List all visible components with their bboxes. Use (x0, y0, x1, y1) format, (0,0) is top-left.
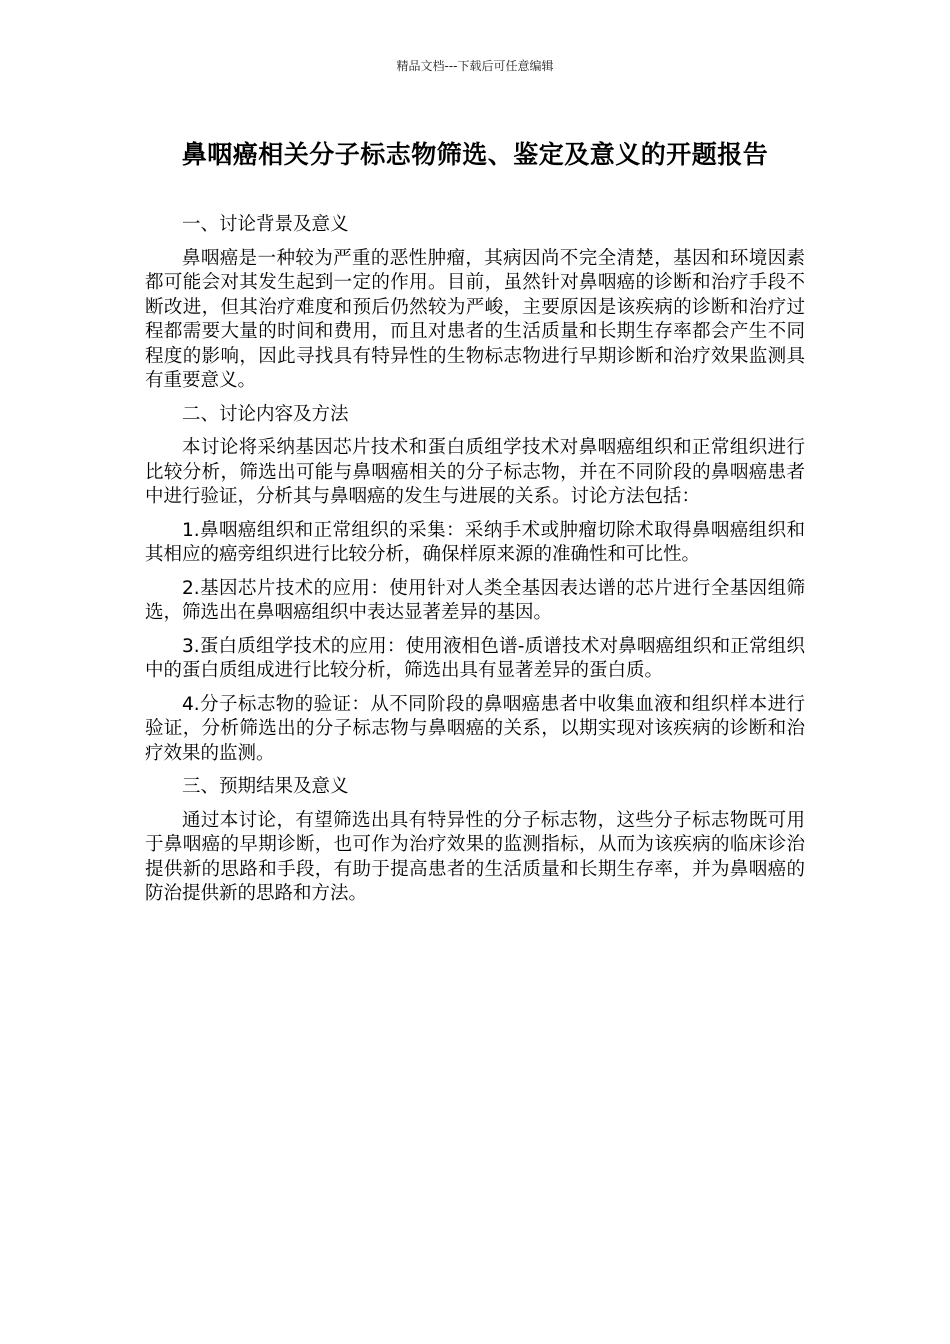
document-title: 鼻咽癌相关分子标志物筛选、鉴定及意义的开题报告 (181, 140, 769, 169)
section-heading-expected-results: 三、预期结果及意义 (182, 776, 349, 797)
paragraph-method-4: 4.分子标志物的验证：从不同阶段的鼻咽癌患者中收集血液和组织样本进行验证，分析筛选出的分子标志物与鼻咽癌的关系，以期实现对该疾病的诊断和治疗效果的监测。 (145, 693, 805, 764)
document-body (145, 213, 805, 916)
paragraph-method-3: 3.蛋白质组学技术的应用：使用液相色谱-质谱技术对鼻咽癌组织和正常组织中的蛋白质组成进行比较分析，筛选出具有显著差异的蛋白质。 (145, 635, 805, 681)
section-heading-methods: 二、讨论内容及方法 (182, 403, 349, 425)
section-heading-background: 一、讨论背景及意义 (182, 214, 349, 235)
paragraph-expected-results: 通过本讨论，有望筛选出具有特异性的分子标志物，这些分子标志物既可用于鼻咽癌的早期诊断，也可作为治疗效果的监测指标，从而为该疾病的临床诊治提供新的思路和手段，有助于提高患者的生活质量和长期生存率，并为鼻咽癌的防治提供新的思路和方法。 (145, 809, 805, 904)
paragraph-background: 鼻咽癌是一种较为严重的恶性肿瘤，其病因尚不完全清楚，基因和环境因素都可能会对其发生起到一定的作用。目前，虽然针对鼻咽癌的诊断和治疗手段不断改进，但其治疗难度和预后仍然较为严峻，主要原因是该疾病的诊断和治疗过程都需要大量的时间和费用，而且对患者的生活质量和长期生存率都会产生不同程度的影响，因此寻找具有特异性的生物标志物进行早期诊断和治疗效果监测具有重要意义。 (145, 247, 805, 391)
header-note: 精品文档---下载后可任意编辑 (396, 59, 554, 73)
paragraph-method-1: 1.鼻咽癌组织和正常组织的采集：采纳手术或肿瘤切除术取得鼻咽癌组织和其相应的癌旁组织进行比较分析，确保样原来源的准确性和可比性。 (145, 519, 805, 565)
paragraph-methods-intro: 本讨论将采纳基因芯片技术和蛋白质组学技术对鼻咽癌组织和正常组织进行比较分析，筛选出可能与鼻咽癌相关的分子标志物，并在不同阶段的鼻咽癌患者中进行验证，分析其与鼻咽癌的发生与进展的关系。讨论方法包括： (145, 437, 805, 507)
paragraph-method-2: 2.基因芯片技术的应用：使用针对人类全基因表达谱的芯片进行全基因组筛选，筛选出在鼻咽癌组织中表达显著差异的基因。 (145, 577, 805, 623)
